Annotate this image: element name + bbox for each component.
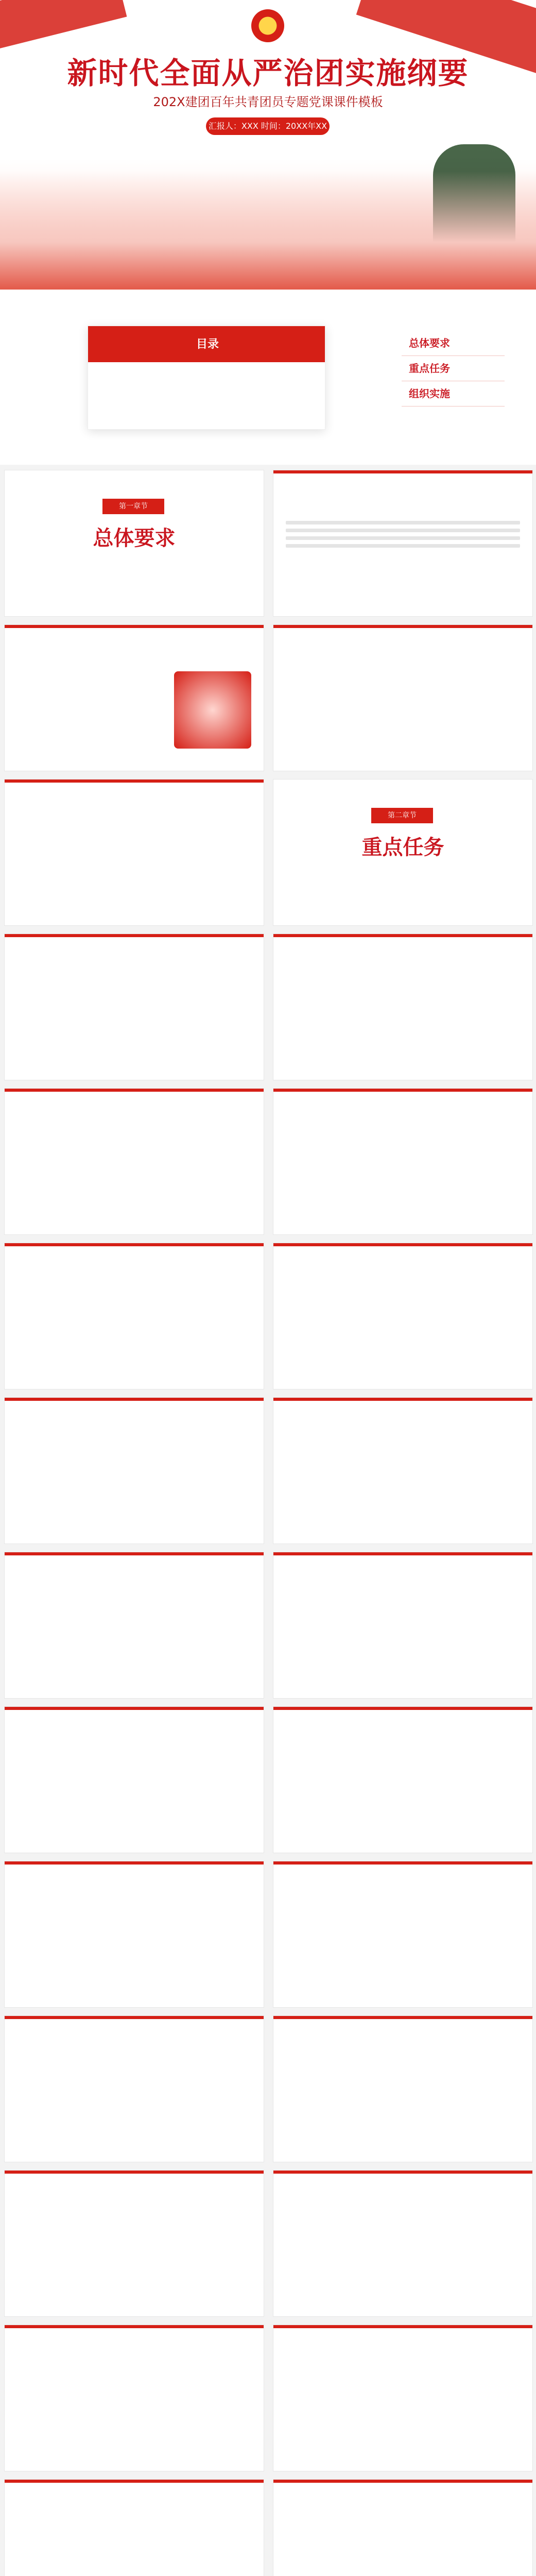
hero-banner bbox=[0, 0, 536, 290]
toc-item-1[interactable]: 总体要求 bbox=[402, 331, 505, 356]
content-slide[interactable] bbox=[273, 624, 533, 771]
top-bar bbox=[273, 1398, 532, 1401]
content-slide[interactable] bbox=[273, 1706, 533, 1853]
content-slide[interactable] bbox=[4, 2325, 264, 2471]
section-slide-1[interactable] bbox=[4, 470, 264, 617]
content-slide[interactable] bbox=[4, 1552, 264, 1699]
top-bar bbox=[5, 1089, 264, 1092]
top-bar bbox=[5, 2480, 264, 2483]
top-bar bbox=[273, 2171, 532, 2174]
top-bar bbox=[273, 2016, 532, 2019]
toc-item-3[interactable]: 组织实施 bbox=[402, 381, 505, 406]
content-slide[interactable] bbox=[273, 1397, 533, 1544]
top-bar bbox=[273, 1552, 532, 1555]
text-line bbox=[286, 521, 520, 524]
top-bar bbox=[273, 470, 532, 473]
content-slide[interactable] bbox=[273, 2479, 533, 2576]
toc-slide bbox=[0, 290, 536, 465]
top-bar bbox=[273, 2480, 532, 2483]
text-block bbox=[286, 517, 520, 552]
presenter-pill: 汇报人：XXX 时间：20XX年XX月 bbox=[206, 117, 330, 135]
toc-card-header bbox=[88, 326, 325, 362]
top-bar bbox=[273, 1089, 532, 1092]
content-slide[interactable] bbox=[4, 1088, 264, 1235]
red-ribbon-left bbox=[0, 0, 127, 54]
top-bar bbox=[273, 934, 532, 937]
content-slide[interactable] bbox=[4, 2170, 264, 2317]
top-bar bbox=[5, 779, 264, 783]
content-slide[interactable] bbox=[273, 2325, 533, 2471]
main-title: 新时代全面从严治团实施纲要 bbox=[67, 56, 469, 91]
top-bar bbox=[5, 934, 264, 937]
toc-card bbox=[88, 326, 325, 430]
content-slide[interactable] bbox=[4, 1861, 264, 2008]
content-slide[interactable] bbox=[4, 934, 264, 1080]
top-bar bbox=[5, 2016, 264, 2019]
content-slide[interactable] bbox=[273, 470, 533, 617]
illustration bbox=[174, 671, 251, 749]
toc-list bbox=[402, 331, 505, 406]
content-slide[interactable] bbox=[4, 2015, 264, 2162]
top-bar bbox=[5, 625, 264, 628]
top-bar bbox=[5, 1552, 264, 1555]
top-bar bbox=[273, 1707, 532, 1710]
content-slide[interactable] bbox=[273, 1552, 533, 1699]
content-slide[interactable] bbox=[273, 1861, 533, 2008]
top-bar bbox=[5, 2171, 264, 2174]
content-slide[interactable] bbox=[273, 1243, 533, 1389]
content-slide[interactable] bbox=[273, 934, 533, 1080]
city-skyline bbox=[0, 171, 536, 290]
toc-label: 目录 bbox=[196, 338, 219, 351]
top-bar bbox=[273, 1861, 532, 1865]
text-line bbox=[286, 536, 520, 540]
content-slide[interactable] bbox=[4, 1243, 264, 1389]
subtitle: 202X建团百年共青团员专题党课课件模板 bbox=[153, 95, 383, 109]
top-bar bbox=[273, 1243, 532, 1246]
content-slide[interactable] bbox=[4, 779, 264, 926]
content-slide[interactable] bbox=[273, 2170, 533, 2317]
top-bar bbox=[5, 2325, 264, 2328]
text-line bbox=[286, 529, 520, 532]
section-title: 重点任务 bbox=[361, 836, 444, 859]
content-slide[interactable] bbox=[273, 1088, 533, 1235]
content-slide[interactable] bbox=[4, 1397, 264, 1544]
top-bar bbox=[5, 1861, 264, 1865]
toc-item-2[interactable]: 重点任务 bbox=[402, 356, 505, 381]
top-bar bbox=[273, 625, 532, 628]
content-slide[interactable] bbox=[273, 2015, 533, 2162]
top-bar bbox=[273, 2325, 532, 2328]
content-slide[interactable] bbox=[4, 1706, 264, 1853]
party-emblem-icon bbox=[251, 9, 284, 42]
top-bar bbox=[5, 1398, 264, 1401]
content-slide[interactable] bbox=[4, 2479, 264, 2576]
section-title: 总体要求 bbox=[93, 527, 176, 550]
top-bar bbox=[5, 1243, 264, 1246]
text-line bbox=[286, 544, 520, 548]
content-slide[interactable] bbox=[4, 624, 264, 771]
chapter-tag: 第一章节 bbox=[102, 499, 164, 514]
section-slide-2[interactable] bbox=[273, 779, 533, 926]
top-bar bbox=[5, 1707, 264, 1710]
chapter-tag: 第二章节 bbox=[371, 808, 433, 823]
